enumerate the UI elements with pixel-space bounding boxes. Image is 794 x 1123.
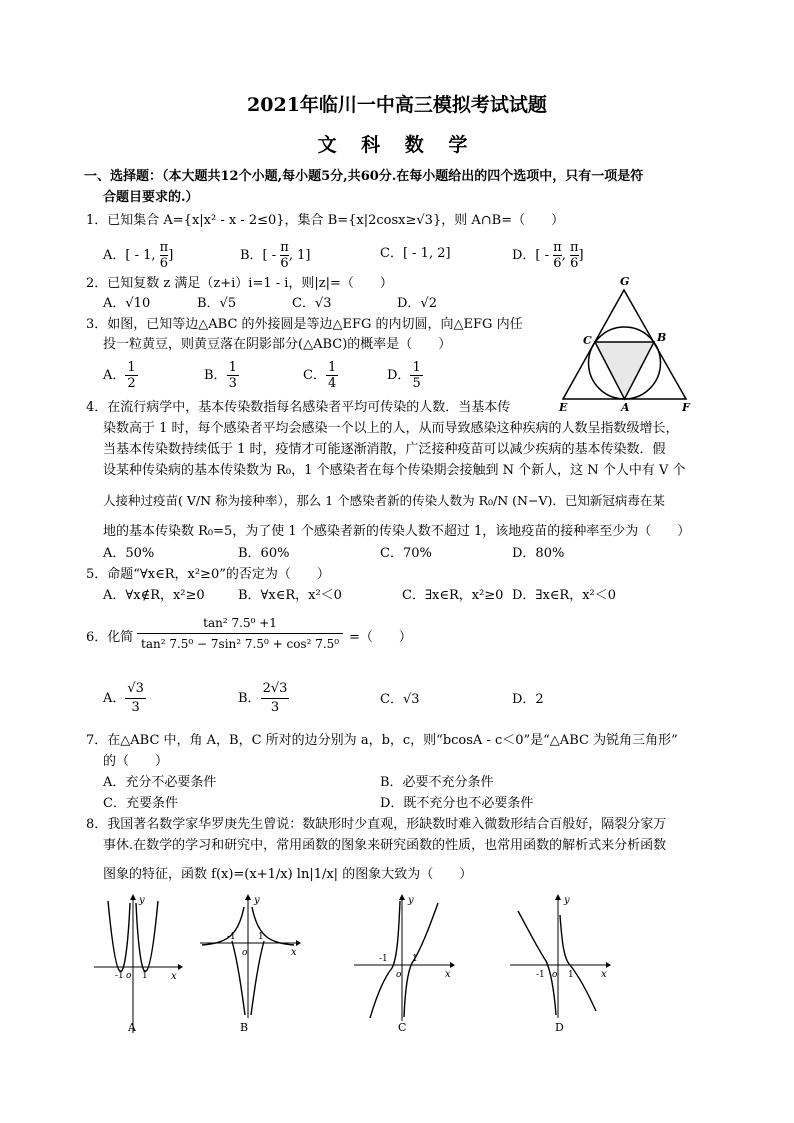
q6-prefix: 6．化简 xyxy=(86,630,134,645)
q4-line4: 设某种传染病的基本传染数为 R₀，1 个感染者在每个传染期会接触到 N 个新人，这 N 个人中有 V 个 xyxy=(103,463,686,478)
svg-text:y: y xyxy=(254,895,260,906)
q8-line3: 图象的特征，函数 f(x)=(x+1/x) ln|1/x| 的图象大致为（ ） xyxy=(103,867,473,882)
q8-graph-d xyxy=(508,893,612,1038)
svg-text:1: 1 xyxy=(412,954,418,964)
q4-line1: 4．在流行病学中，基本传染数指每名感染者平均可传染的人数．当基本传 xyxy=(86,400,511,415)
svg-text:x: x xyxy=(171,971,177,982)
q1-option-b: B．[ - $\frac{\pi}{6}$ , 1] xyxy=(240,240,311,271)
q3-stem-line2: 投一粒黄豆，则黄豆落在阴影部分(△ABC)的概率是（ ） xyxy=(103,337,452,352)
q6-numerator: tan² 7.5⁰ +1 xyxy=(137,613,343,634)
svg-text:-1: -1 xyxy=(115,971,124,981)
label-g: G xyxy=(620,275,630,288)
q6-fraction xyxy=(137,613,343,654)
q4-line3: 当基本传染数持续低于 1 时，疫情才可能逐渐消散，广泛接种疫苗可以减少疾病的基本传染数．假 xyxy=(103,442,666,457)
q6-option-a: A． $\frac{√3}{3}$ xyxy=(103,681,144,715)
q4-option-a: A．50% xyxy=(103,546,155,561)
q3-option-c: C． $\frac{1}{4}$ xyxy=(303,360,337,391)
section-heading: 一、选择题：（本大题共12个小题,每小题5分,共60分.在每小题给出的四个选项中，只有一项是符 xyxy=(84,169,644,184)
svg-text:-1: -1 xyxy=(379,954,388,964)
q1-stem: 1．已知集合 A={x|x² - x - 2≤0}，集合 B={x|2cosx≥√3}，则 A∩B=（ ） xyxy=(86,213,565,228)
q8-graph-b xyxy=(198,893,302,1038)
q8-graph-a xyxy=(92,893,184,1038)
svg-text:o: o xyxy=(396,970,402,980)
q8-line2: 事休.在数学的学习和研究中，常用函数的图象来研究函数的性质，也常用函数的解析式来分析函数 xyxy=(103,838,667,853)
q7-option-b: B．必要不充分条件 xyxy=(380,775,494,790)
label-e: E xyxy=(559,401,568,414)
svg-text:o: o xyxy=(242,948,248,958)
graph-label-c: C xyxy=(398,1021,407,1034)
q1-option-d: D．[ - $\frac{\pi}{6}$ , $\frac{\pi}{6}$ ] xyxy=(512,240,584,271)
q3-option-b: B． $\frac{1}{3}$ xyxy=(204,360,237,391)
q8-graph-c xyxy=(352,893,456,1038)
q2-option-d: D．√2 xyxy=(397,296,437,311)
svg-text:o: o xyxy=(126,971,132,981)
q2-option-b: B．√5 xyxy=(197,296,237,311)
svg-text:x: x xyxy=(445,969,451,980)
q2-stem: 2．已知复数 z 满足（z+i）i=1 - i，则|z|=（ ） xyxy=(86,276,393,291)
q3-option-a: A． $\frac{1}{2}$ xyxy=(103,360,136,391)
q7-option-c: C．充要条件 xyxy=(103,796,178,811)
svg-text:y: y xyxy=(564,895,570,906)
q4-line6: 地的基本传染数 R₀=5，为了使 1 个感染者新的传染人数不超过 1，该地疫苗的接种率至少为（ ） xyxy=(103,524,691,539)
q6-denominator: tan² 7.5⁰ − 7sin² 7.5⁰ + cos² 7.5⁰ xyxy=(141,637,340,651)
q3-option-d: D． $\frac{1}{5}$ xyxy=(387,360,421,391)
q7-option-a: A．充分不必要条件 xyxy=(103,775,217,790)
svg-text:1: 1 xyxy=(568,970,574,980)
svg-text:1: 1 xyxy=(142,971,148,981)
q7-stem-cont: 的（ ） xyxy=(103,754,169,769)
q6-option-d: D．2 xyxy=(512,692,544,707)
q5-option-c: C．∃x∈R，x²≥0 xyxy=(402,588,504,603)
q6-suffix: =（ ） xyxy=(349,630,412,645)
svg-text:-1: -1 xyxy=(536,970,545,980)
graph-label-b: B xyxy=(240,1021,249,1034)
svg-text:1: 1 xyxy=(258,932,264,942)
page-title: 2021年临川一中高三模拟考试试题 xyxy=(247,94,547,116)
q4-line5: 人接种过疫苗( V/N 称为接种率），那么 1 个感染者新的传染人数为 R₀/N (N−V)．已知新冠病毒在某 xyxy=(103,493,665,508)
svg-text:y: y xyxy=(139,895,145,906)
q4-option-d: D．80% xyxy=(512,546,565,561)
label-f: F xyxy=(682,401,690,414)
label-c: C xyxy=(583,334,592,347)
graph-label-a: A xyxy=(128,1021,136,1034)
q5-option-b: B．∀x∈R，x²＜0 xyxy=(238,588,342,603)
q4-line2: 染数高于 1 时，每个感染者平均会感染一个以上的人，从而导致感染这种疾病的人数呈指数级增长， xyxy=(103,421,679,436)
svg-text:-1: -1 xyxy=(227,932,236,942)
q4-option-c: C．70% xyxy=(380,546,432,561)
svg-text:x: x xyxy=(291,947,297,958)
q2-option-a: A．√10 xyxy=(103,296,151,311)
q5-option-a: A．∀x∉R，x²≥0 xyxy=(103,588,205,603)
q5-stem: 5．命题“∀x∈R，x²≥0”的否定为（ ） xyxy=(86,567,330,582)
graph-label-d: D xyxy=(555,1021,564,1034)
q8-line1: 8．我国著名数学家华罗庚先生曾说：数缺形时少直观，形缺数时难入微数形结合百般好，隔裂分家万 xyxy=(86,817,667,832)
q7-option-d: D．既不充分也不必要条件 xyxy=(380,796,534,811)
svg-text:x: x xyxy=(601,969,607,980)
q6-option-c: C．√3 xyxy=(380,692,420,707)
svg-text:o: o xyxy=(552,970,558,980)
q4-option-b: B．60% xyxy=(238,546,290,561)
q5-option-d: D．∃x∈R，x²＜0 xyxy=(512,588,617,603)
q1-option-c: C．[ - 1, 2] xyxy=(380,246,451,261)
label-a: A xyxy=(621,401,630,414)
q2-option-c: C．√3 xyxy=(292,296,332,311)
q6-option-b: B． $\frac{2√3}{3}$ xyxy=(238,681,288,715)
section-heading-cont: 合题目要求的.） xyxy=(103,190,199,205)
label-b: B xyxy=(657,331,667,344)
svg-text:y: y xyxy=(408,895,414,906)
q7-stem: 7．在△ABC 中，角 A，B，C 所对的边分别为 a，b，c，则“bcosA - c＜0”是“△ABC 为锐角三角形” xyxy=(86,733,678,748)
q3-stem-line1: 3．如图，已知等边△ABC 的外接圆是等边△EFG 的内切圆，向△EFG 内任 xyxy=(86,317,523,332)
q3-triangle-figure xyxy=(555,272,700,414)
page-subtitle: 文 科 数 学 xyxy=(317,134,477,156)
q1-option-a: A．[ - 1, $\frac{\pi}{6}$ ] xyxy=(103,240,174,271)
